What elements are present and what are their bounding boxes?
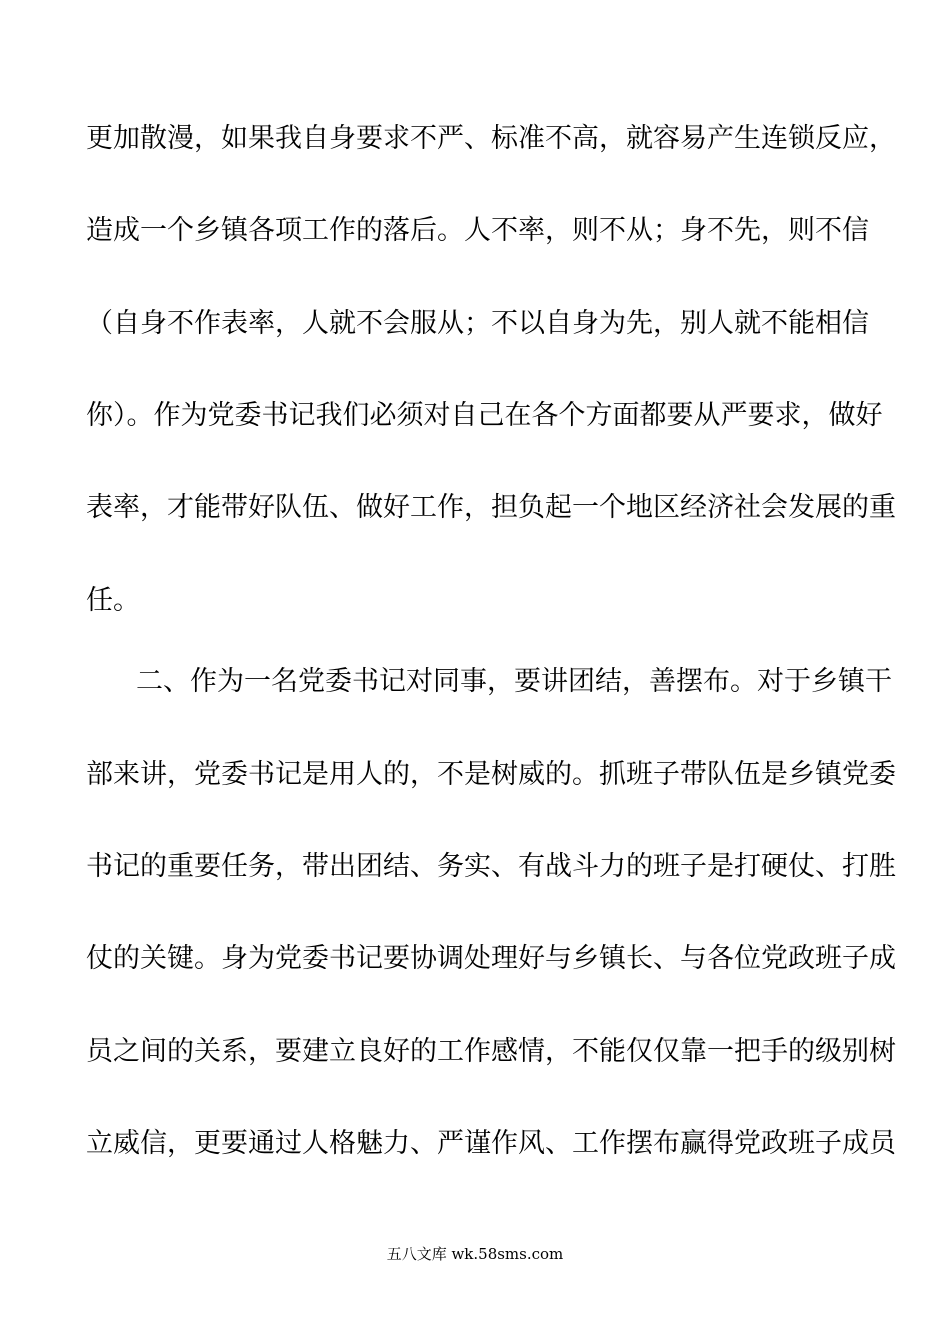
text-line: 造成一个乡镇各项工作的落后。人不率，则不从；身不先，则不信 [86,215,869,246]
text-line: （自身不作表率，人就不会服从；不以自身为先，别人就不能相信 [86,308,869,339]
page-footer: 五八文库 wk.58sms.com [386,1245,564,1263]
text-line: 书记的重要任务，带出团结、务实、有战斗力的班子是打硬仗、打胜 [86,851,896,882]
text-line: 部来讲，党委书记是用人的，不是树威的。抓班子带队伍是乡镇党委 [86,759,896,790]
text-line: 立威信，更要通过人格魅力、严谨作风、工作摆布赢得党政班子成员 [86,1128,896,1159]
text-line: 仗的关键。身为党委书记要协调处理好与乡镇长、与各位党政班子成 [86,943,896,974]
text-line: 员之间的关系，要建立良好的工作感情，不能仅仅靠一把手的级别树 [86,1036,896,1067]
text-line: 表率，才能带好队伍、做好工作，担负起一个地区经济社会发展的重 [86,492,896,523]
paragraph-first-line: 二、作为一名党委书记对同事，要讲团结，善摆布。对于乡镇干 [136,666,892,697]
text-line: 你）。作为党委书记我们必须对自己在各个方面都要从严要求，做好 [86,400,883,431]
text-line: 更加散漫，如果我自身要求不严、标准不高，就容易产生连锁反应， [86,123,896,154]
text-line: 任。 [86,585,140,616]
